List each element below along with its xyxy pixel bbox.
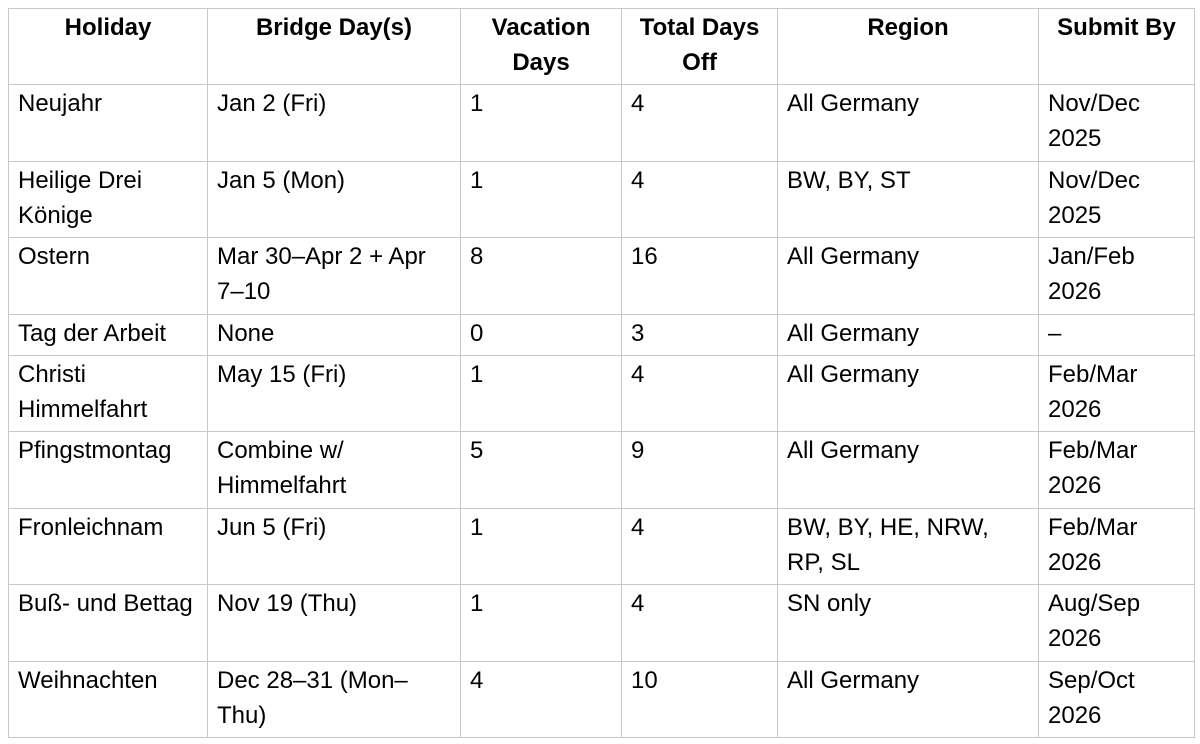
table-header-row [9,9,1195,85]
cell-holiday: Neujahr [9,85,208,162]
cell-holiday: Heilige Drei Könige [9,162,208,238]
cell-vacation-days: 0 [461,315,622,356]
cell-bridge-days: Dec 28–31 (Mon–Thu) [208,662,461,738]
header-total-days-off: Total Days Off [622,9,778,85]
cell-submit-by: Aug/Sep 2026 [1039,585,1195,662]
cell-total-days-off: 16 [622,238,778,315]
cell-bridge-days: Nov 19 (Thu) [208,585,461,662]
table-row [9,509,1195,585]
table-row [9,162,1195,238]
cell-vacation-days: 4 [461,662,622,738]
cell-bridge-days: Mar 30–Apr 2 + Apr 7–10 [208,238,461,315]
cell-holiday: Fronleichnam [9,509,208,585]
cell-vacation-days: 1 [461,509,622,585]
cell-vacation-days: 1 [461,585,622,662]
table-row [9,662,1195,738]
cell-submit-by: Jan/Feb 2026 [1039,238,1195,315]
cell-bridge-days: None [208,315,461,356]
cell-total-days-off: 3 [622,315,778,356]
cell-region: SN only [778,585,1039,662]
cell-region: BW, BY, ST [778,162,1039,238]
cell-submit-by: Nov/Dec 2025 [1039,162,1195,238]
cell-region: All Germany [778,356,1039,432]
cell-total-days-off: 4 [622,509,778,585]
cell-holiday: Buß- und Bettag [9,585,208,662]
cell-bridge-days: May 15 (Fri) [208,356,461,432]
header-submit-by: Submit By [1039,9,1195,85]
cell-total-days-off: 4 [622,162,778,238]
cell-holiday: Ostern [9,238,208,315]
holiday-bridge-days-table [8,8,1195,738]
table-row [9,356,1195,432]
cell-total-days-off: 4 [622,356,778,432]
header-vacation-days: Vacation Days [461,9,622,85]
cell-region: All Germany [778,85,1039,162]
cell-vacation-days: 1 [461,162,622,238]
cell-total-days-off: 9 [622,432,778,509]
cell-submit-by: – [1039,315,1195,356]
cell-holiday: Christi Himmelfahrt [9,356,208,432]
cell-submit-by: Feb/Mar 2026 [1039,509,1195,585]
table-row [9,585,1195,662]
cell-holiday: Pfingstmontag [9,432,208,509]
cell-region: All Germany [778,238,1039,315]
cell-vacation-days: 8 [461,238,622,315]
header-region: Region [778,9,1039,85]
table-row [9,238,1195,315]
cell-holiday: Weihnachten [9,662,208,738]
cell-total-days-off: 10 [622,662,778,738]
cell-bridge-days: Jan 5 (Mon) [208,162,461,238]
header-holiday: Holiday [9,9,208,85]
cell-submit-by: Sep/Oct 2026 [1039,662,1195,738]
cell-bridge-days: Combine w/ Himmelfahrt [208,432,461,509]
cell-region: All Germany [778,315,1039,356]
cell-region: All Germany [778,662,1039,738]
cell-region: All Germany [778,432,1039,509]
header-bridge-days: Bridge Day(s) [208,9,461,85]
cell-vacation-days: 5 [461,432,622,509]
table-row [9,432,1195,509]
cell-region: BW, BY, HE, NRW, RP, SL [778,509,1039,585]
cell-holiday: Tag der Arbeit [9,315,208,356]
cell-bridge-days: Jun 5 (Fri) [208,509,461,585]
cell-vacation-days: 1 [461,356,622,432]
cell-total-days-off: 4 [622,85,778,162]
table-row [9,85,1195,162]
cell-vacation-days: 1 [461,85,622,162]
cell-bridge-days: Jan 2 (Fri) [208,85,461,162]
cell-submit-by: Feb/Mar 2026 [1039,432,1195,509]
cell-submit-by: Feb/Mar 2026 [1039,356,1195,432]
cell-total-days-off: 4 [622,585,778,662]
cell-submit-by: Nov/Dec 2025 [1039,85,1195,162]
table-row [9,315,1195,356]
